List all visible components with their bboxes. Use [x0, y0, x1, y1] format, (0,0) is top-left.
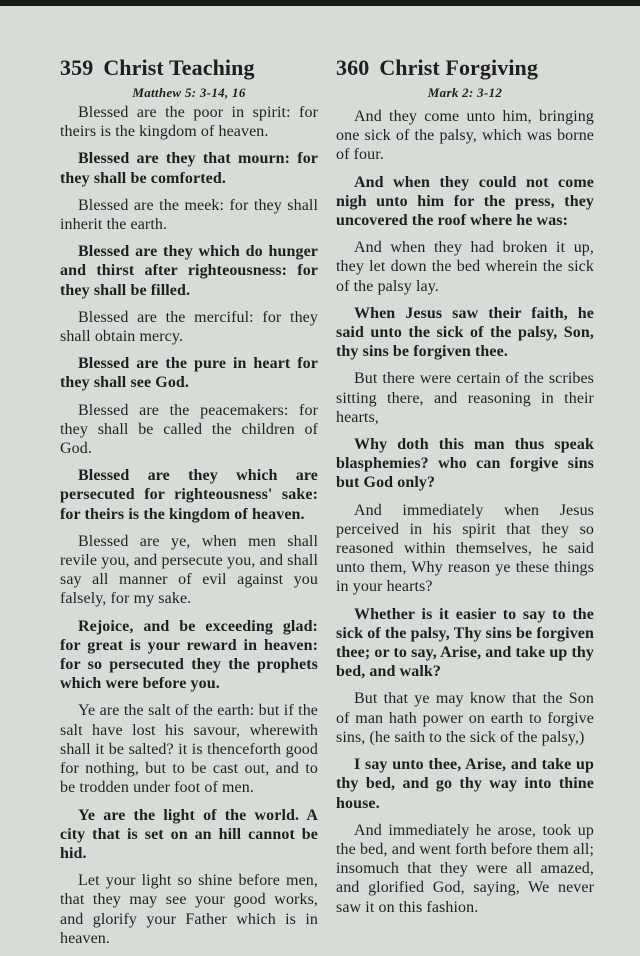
page-top-edge	[0, 0, 640, 6]
verse: And when they could not come nigh unto him for the press, they uncovered the roof where he was:	[336, 173, 594, 230]
verse: Ye are the light of the world. A city that is set on an hill cannot be hid.	[60, 806, 318, 862]
verse: Ye are the salt of the earth: but if the salt have lost his savour, wherewith shall it be salted? it is thenceforth good for nothing, but to be cast out, and to be trodden under foot of men.	[60, 702, 318, 797]
verse: But that ye may know that the Son of man hath power on earth to forgive sins, (he saith to the sick of the palsy,)	[336, 690, 594, 746]
reading-number: 359	[60, 55, 94, 80]
verse: Blessed are ye, when men shall revile you, and persecute you, and shall say all manner of evil against you falsely, for my sake.	[60, 532, 318, 608]
scripture-reference: Mark 2: 3-12	[427, 85, 503, 100]
reading-title: Christ Teaching	[103, 55, 255, 80]
reading-359	[60, 54, 318, 956]
verse: And immediately when Jesus perceived in his spirit that they so reasoned within themselves, he said unto them, Why reason ye these things in your hearts?	[336, 501, 594, 596]
verse: Blessed are they which do hunger and thirst after righteousness: for they shall be filled.	[60, 243, 318, 299]
verse-list	[60, 103, 318, 948]
verse: Let your light so shine before men, that they may see your good works, and glorify your Father which is in heaven.	[60, 872, 318, 947]
verse: When Jesus saw their faith, he said unto the sick of the palsy, Son, thy sins be forgiven thee.	[336, 304, 594, 361]
reading-title: Christ Forgiving	[379, 55, 538, 80]
verse: Whether is it easier to say to the sick of the palsy, Thy sins be forgiven thee; or to say, Arise, and take up thy bed, and walk?	[336, 605, 594, 681]
reading-heading	[60, 54, 318, 82]
verse: Blessed are the poor in spirit: for theirs is the kingdom of heaven.	[60, 104, 318, 141]
scripture-reference: Matthew 5: 3-14, 16	[132, 85, 246, 100]
verse: Rejoice, and be exceeding glad: for great is your reward in heaven: for so persecuted they the prophets which were before you.	[60, 617, 318, 693]
verse: Why doth this man thus speak blasphemies? who can forgive sins but God only?	[336, 436, 594, 492]
verse: I say unto thee, Arise, and take up thy bed, and go thy way into thine house.	[336, 756, 594, 812]
verse: But there were certain of the scribes sitting there, and reasoning in their hearts,	[336, 370, 594, 426]
verse: Blessed are the merciful: for they shall obtain mercy.	[60, 308, 318, 346]
verse: And when they had broken it up, they let down the bed wherein the sick of the palsy lay.	[336, 239, 594, 295]
verse: Blessed are the meek: for they shall inherit the earth.	[60, 196, 318, 234]
verse: Blessed are they which are persecuted for righteousness' sake: for theirs is the kingdom of heaven.	[60, 467, 318, 523]
reading-heading	[336, 54, 594, 82]
verse: Blessed are they that mourn: for they shall be comforted.	[60, 150, 318, 187]
reading-number: 360	[336, 55, 370, 80]
reading-360	[336, 54, 594, 925]
verse: And they come unto him, bringing one sick of the palsy, which was borne of four.	[336, 108, 594, 164]
verse: Blessed are the peacemakers: for they shall be called the children of God.	[60, 401, 318, 458]
verse: Blessed are the pure in heart for they shall see God.	[60, 355, 318, 392]
verse-list	[336, 107, 594, 917]
verse: And immediately he arose, took up the bed, and went forth before them all; insomuch that they were all amazed, and glorified God, saying, We never saw it on this fashion.	[336, 821, 594, 916]
